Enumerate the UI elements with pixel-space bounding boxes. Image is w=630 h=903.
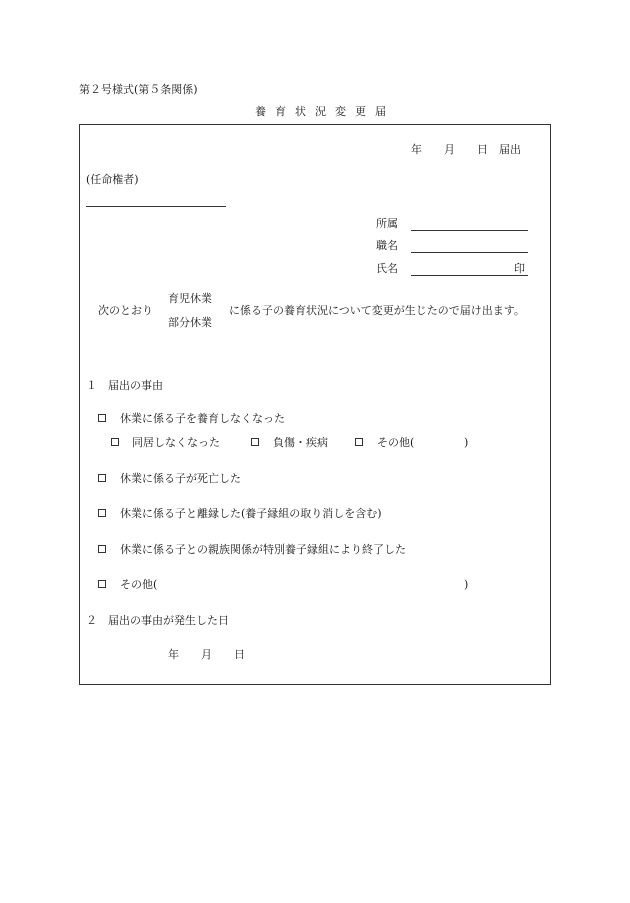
reason-other: その他(	[120, 578, 158, 591]
checkbox-icon[interactable]	[355, 438, 363, 446]
sub-reason-other: その他(	[377, 436, 415, 449]
header-date-month: 月	[444, 143, 455, 156]
checkbox-icon[interactable]	[251, 438, 259, 446]
reason-other-close: )	[464, 578, 469, 591]
reason-special-adoption: 休業に係る子との親族関係が特別養子縁組により終了した	[120, 543, 406, 556]
occurrence-date	[168, 649, 245, 660]
occurrence-date-month: 月	[201, 648, 212, 661]
section-2-heading: ２ 届出の事由が発生した日	[86, 614, 229, 627]
form-title	[255, 106, 395, 117]
checkbox-icon[interactable]	[98, 580, 106, 588]
header-date	[411, 144, 521, 155]
section-1-heading: １ 届出の事由	[86, 379, 163, 392]
statement-option-childcare-leave: 育児休業	[168, 292, 212, 305]
occurrence-date-day: 日	[234, 648, 245, 661]
form-number: 第２号様式(第５条関係)	[79, 83, 198, 96]
sub-reason-other-close: )	[464, 436, 469, 449]
checkbox-icon[interactable]	[98, 414, 106, 422]
sub-reason-no-cohabitation: 同居しなくなった	[132, 436, 220, 449]
checkbox-icon[interactable]	[98, 474, 106, 482]
title-char: 状	[295, 105, 306, 118]
title-char: 更	[355, 105, 366, 118]
header-date-suffix: 届出	[499, 143, 521, 156]
appointer-label: (任命権者)	[86, 173, 139, 186]
statement-option-partial-leave: 部分休業	[168, 316, 212, 329]
title-char: 届	[375, 105, 386, 118]
position-line[interactable]	[411, 252, 528, 253]
title-char: 変	[335, 105, 346, 118]
affiliation-label: 所属	[376, 217, 398, 230]
title-char: 育	[275, 105, 286, 118]
appointer-line[interactable]	[86, 206, 226, 207]
sub-reason-injury-illness: 負傷・疾病	[273, 436, 328, 449]
name-line[interactable]	[411, 275, 528, 276]
reason-no-longer-raising: 休業に係る子を養育しなくなった	[120, 412, 285, 425]
checkbox-icon[interactable]	[111, 438, 119, 446]
reason-adoption-dissolved: 休業に係る子と離縁した(養子縁組の取り消しを含む)	[120, 507, 382, 520]
title-char: 養	[255, 105, 266, 118]
form-frame	[79, 124, 551, 685]
seal-mark: 印	[514, 262, 525, 275]
statement-suffix: に係る子の養育状況について変更が生じたので届け出ます。	[229, 304, 525, 317]
header-date-year: 年	[411, 143, 422, 156]
reason-child-deceased: 休業に係る子が死亡した	[120, 472, 241, 485]
name-label: 氏名	[376, 262, 398, 275]
occurrence-date-year: 年	[168, 648, 179, 661]
checkbox-icon[interactable]	[98, 509, 106, 517]
position-label: 職名	[376, 239, 398, 252]
affiliation-line[interactable]	[411, 230, 528, 231]
checkbox-icon[interactable]	[98, 545, 106, 553]
statement-prefix: 次のとおり	[98, 304, 153, 317]
title-char: 況	[315, 105, 326, 118]
header-date-day: 日	[477, 143, 488, 156]
